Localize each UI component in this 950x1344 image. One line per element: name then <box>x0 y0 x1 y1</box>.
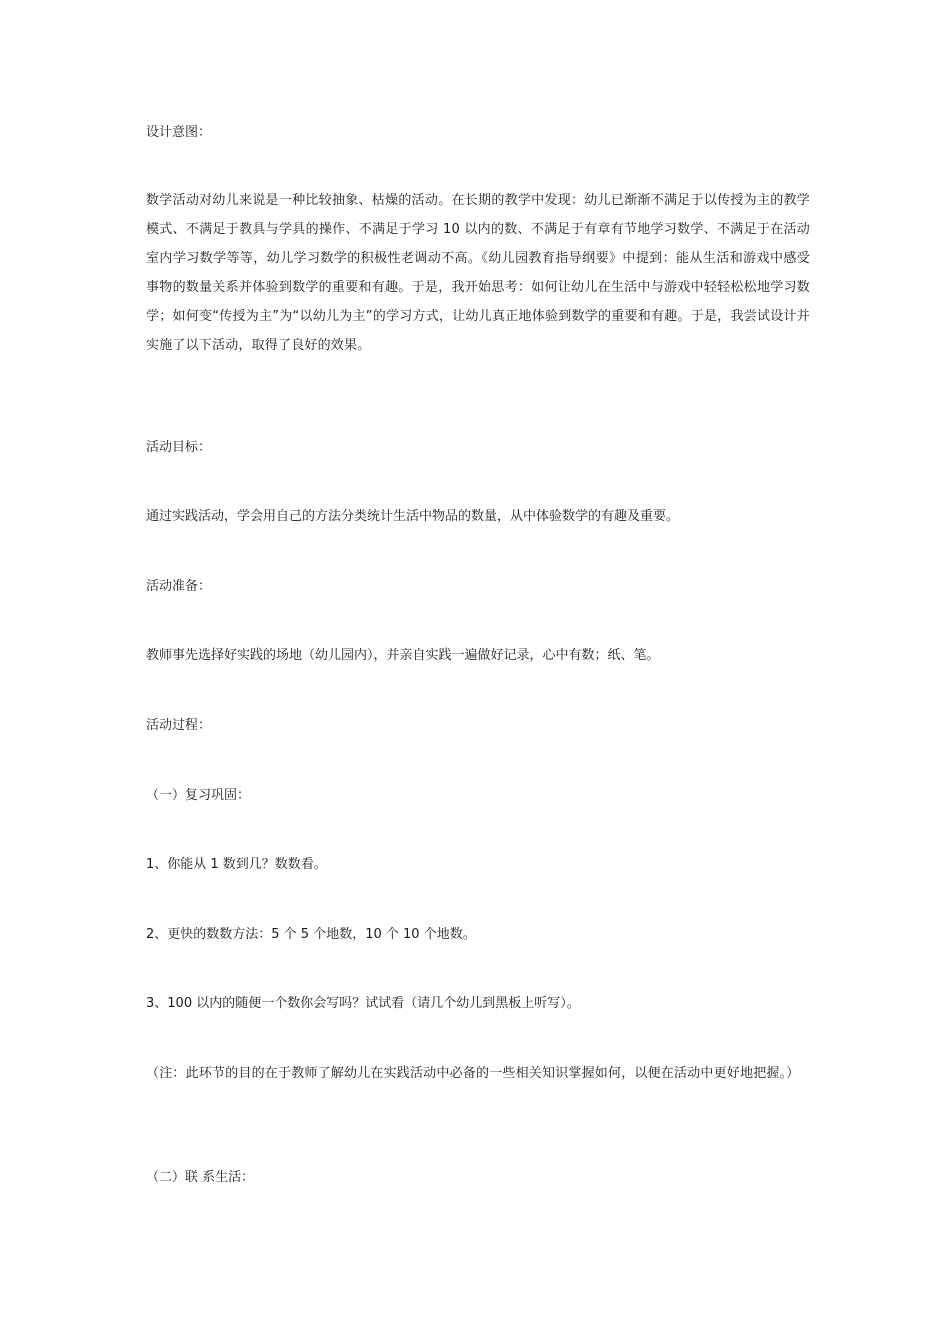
design-intent-heading: 设计意图： <box>146 125 212 140</box>
prep-heading: 活动准备： <box>146 579 212 594</box>
section-life-heading: （二）联 系生活： <box>146 1170 255 1185</box>
prep-paragraph: 教师事先选择好实践的场地（幼儿园内），并亲自实践一遍做好记录，心中有数；纸、笔。 <box>146 648 660 663</box>
list-item: 3、100 以内的随便一个数你会写吗？试试看（请几个幼儿到黑板上听写）。 <box>146 996 580 1011</box>
goal-paragraph: 通过实践活动，学会用自己的方法分类统计生活中物品的数量，从中体验数学的有趣及重要。 <box>146 509 680 524</box>
note-paragraph: （注：此环节的目的在于教师了解幼儿在实践活动中必备的一些相关知识掌握如何，以便在活动中更好地把握。） <box>146 1066 800 1081</box>
design-intent-paragraph: 数学活动对幼儿来说是一种比较抽象、枯燥的活动。在长期的教学中发现：幼儿已渐渐不满足于以传授为主的教学模式、不满足于教具与学具的操作、不满足于学习 10 以内的数、不满足于有章有节地学习数学、不满足于在活动室内学习数学等等，幼儿学习数学的积极性老调动不高。《幼儿园教育指导纲要》中提到：能从生活和游戏中感受事物的数量关系并体验到数学的重要和有趣。于是，我开始思考：如何让幼儿在生活中与游戏中轻轻松松地学习数学；如何变“传授为主”为“以幼儿为主”的学习方式，让幼儿真正地体验到数学的重要和有趣。于是，我尝试设计并实施了以下活动，取得了良好的效果。 <box>146 193 810 353</box>
list-item: 1、你能从 1 数到几？数数看。 <box>146 857 327 872</box>
list-item: 2、更快的数数方法：5 个 5 个地数，10 个 10 个地数。 <box>146 927 476 942</box>
process-heading: 活动过程： <box>146 718 212 733</box>
goal-heading: 活动目标： <box>146 440 212 455</box>
section-review-heading: （一）复习巩固： <box>146 788 251 803</box>
